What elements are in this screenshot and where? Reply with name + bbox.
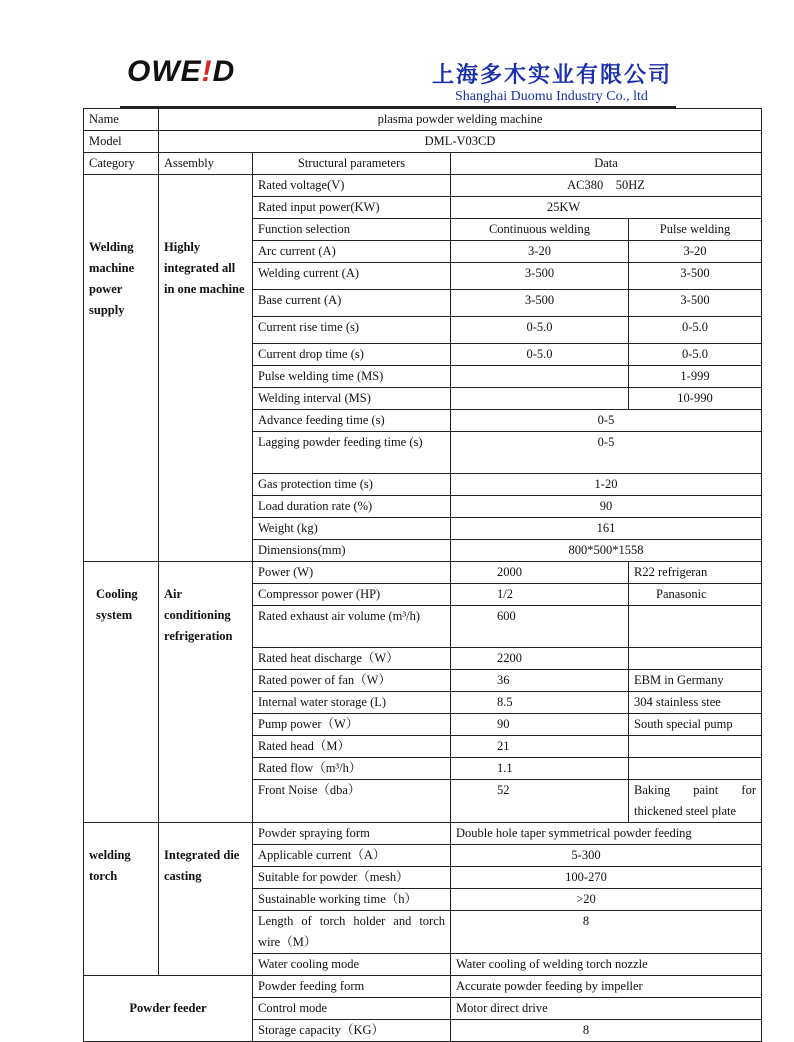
parameter-value: Water cooling of welding torch nozzle (451, 954, 762, 976)
parameter-name: Internal water storage (L) (253, 692, 451, 714)
parameter-name: Load duration rate (%) (253, 496, 451, 518)
value-pulse (629, 758, 762, 780)
value-pulse: Panasonic (629, 584, 762, 606)
section-assembly: Air conditioning refrigeration (159, 562, 253, 823)
table-row (84, 976, 762, 998)
parameter-name: Rated voltage(V) (253, 175, 451, 197)
col-category: Category (84, 153, 159, 175)
parameter-name: Compressor power (HP) (253, 584, 451, 606)
value-continuous: 21 (451, 736, 629, 758)
parameter-name: Base current (A) (253, 290, 451, 317)
parameter-value: 800*500*1558 (451, 540, 762, 562)
parameter-value: 100-270 (451, 867, 762, 889)
parameter-name: Suitable for powder（mesh） (253, 867, 451, 889)
value-continuous: 52 (451, 780, 629, 823)
parameter-name: Control mode (253, 998, 451, 1020)
col-params: Structural parameters (253, 153, 451, 175)
value-pulse (629, 736, 762, 758)
section-category: welding torch (84, 823, 159, 976)
table-row (84, 823, 762, 845)
value-continuous: 90 (451, 714, 629, 736)
parameter-name: Arc current (A) (253, 241, 451, 263)
value-continuous: 36 (451, 670, 629, 692)
name-value: plasma powder welding machine (159, 109, 762, 131)
section-assembly: Integrated die casting (159, 823, 253, 976)
parameter-name: Powder feeding form (253, 976, 451, 998)
value-pulse: 3-20 (629, 241, 762, 263)
parameter-name: Pump power（W） (253, 714, 451, 736)
parameter-name: Rated head（M） (253, 736, 451, 758)
parameter-name: Rated exhaust air volume (m³/h) (253, 606, 451, 648)
parameter-value: 1-20 (451, 474, 762, 496)
value-pulse: 304 stainless stee (629, 692, 762, 714)
value-pulse: Pulse welding (629, 219, 762, 241)
section-category: Welding machine power supply (84, 175, 159, 562)
value-continuous: 3-500 (451, 290, 629, 317)
value-pulse: Baking paint for thickened steel plate (629, 780, 762, 823)
parameter-name: Lagging powder feeding time (s) (253, 432, 451, 474)
oweld-logo: OWE!D (127, 55, 236, 88)
company-name-chinese: 上海多木实业有限公司 (432, 62, 673, 88)
table-row (84, 175, 762, 197)
parameter-value: Accurate powder feeding by impeller (451, 976, 762, 998)
parameter-value: 25KW (451, 197, 762, 219)
parameter-name: Power (W) (253, 562, 451, 584)
value-pulse: 3-500 (629, 263, 762, 290)
parameter-name: Sustainable working time（h） (253, 889, 451, 911)
model-label: Model (84, 131, 159, 153)
parameter-value: 0-5 (451, 432, 762, 474)
parameter-name: Welding current (A) (253, 263, 451, 290)
parameter-name: Rated heat discharge（W） (253, 648, 451, 670)
column-header-row (84, 153, 762, 175)
value-continuous: 0-5.0 (451, 317, 629, 344)
parameter-name: Storage capacity（KG） (253, 1020, 451, 1042)
parameter-name: Gas protection time (s) (253, 474, 451, 496)
parameter-value: 8 (451, 1020, 762, 1042)
parameter-name: Rated input power(KW) (253, 197, 451, 219)
value-pulse: 0-5.0 (629, 317, 762, 344)
value-pulse: 3-500 (629, 290, 762, 317)
parameter-name: Front Noise（dba） (253, 780, 451, 823)
value-pulse (629, 606, 762, 648)
value-continuous: 3-20 (451, 241, 629, 263)
value-continuous: 3-500 (451, 263, 629, 290)
model-row (84, 131, 762, 153)
parameter-value: 0-5 (451, 410, 762, 432)
section-category: Powder feeder (84, 976, 253, 1042)
value-continuous: 600 (451, 606, 629, 648)
parameter-name: Powder spraying form (253, 823, 451, 845)
parameter-name: Pulse welding time (MS) (253, 366, 451, 388)
col-assembly: Assembly (159, 153, 253, 175)
name-label: Name (84, 109, 159, 131)
parameter-name: Current rise time (s) (253, 317, 451, 344)
parameter-name: Function selection (253, 219, 451, 241)
parameter-name: Weight (kg) (253, 518, 451, 540)
value-continuous: Continuous welding (451, 219, 629, 241)
parameter-name: Advance feeding time (s) (253, 410, 451, 432)
col-data: Data (451, 153, 762, 175)
value-continuous: 1.1 (451, 758, 629, 780)
value-pulse (629, 648, 762, 670)
value-continuous: 2200 (451, 648, 629, 670)
value-pulse: EBM in Germany (629, 670, 762, 692)
value-pulse: 0-5.0 (629, 344, 762, 366)
parameter-value: Double hole taper symmetrical powder feeding (451, 823, 762, 845)
section-assembly: Highly integrated all in one machine (159, 175, 253, 562)
parameter-value: 5-300 (451, 845, 762, 867)
parameter-name: Rated flow（m³/h） (253, 758, 451, 780)
parameter-value: AC380 50HZ (451, 175, 762, 197)
parameter-name: Current drop time (s) (253, 344, 451, 366)
parameter-value: >20 (451, 889, 762, 911)
value-pulse: 10-990 (629, 388, 762, 410)
parameter-name: Water cooling mode (253, 954, 451, 976)
value-continuous: 0-5.0 (451, 344, 629, 366)
section-category: Cooling system (84, 562, 159, 823)
value-continuous (451, 366, 629, 388)
parameter-value: 8 (451, 911, 762, 954)
value-continuous: 8.5 (451, 692, 629, 714)
name-row (84, 109, 762, 131)
parameter-name: Welding interval (MS) (253, 388, 451, 410)
parameter-value: 161 (451, 518, 762, 540)
parameter-name: Length of torch holder and torch wire（M） (253, 911, 451, 954)
company-name-english: Shanghai Duomu Industry Co., ltd (455, 89, 648, 104)
table-row (84, 562, 762, 584)
parameter-value: Motor direct drive (451, 998, 762, 1020)
value-pulse: R22 refrigeran (629, 562, 762, 584)
parameter-value: 90 (451, 496, 762, 518)
value-continuous: 1/2 (451, 584, 629, 606)
parameter-name: Applicable current（A） (253, 845, 451, 867)
value-pulse: 1-999 (629, 366, 762, 388)
parameter-name: Rated power of fan（W） (253, 670, 451, 692)
parameter-name: Dimensions(mm) (253, 540, 451, 562)
value-continuous: 2000 (451, 562, 629, 584)
spec-table (83, 108, 762, 1042)
value-continuous (451, 388, 629, 410)
value-pulse: South special pump (629, 714, 762, 736)
model-value: DML-V03CD (159, 131, 762, 153)
